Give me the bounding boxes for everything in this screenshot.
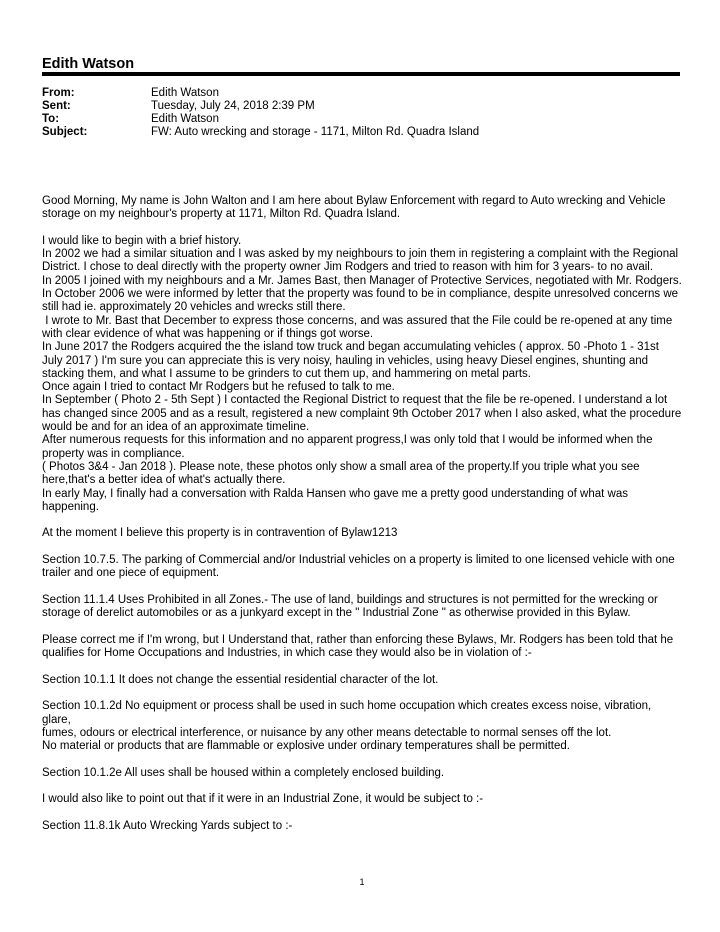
header-row-to [42, 113, 682, 126]
email-header [42, 87, 682, 139]
industrial-zone-paragraph: I would also like to point out that if it were in an Industrial Zone, it would be subject to :- [42, 793, 484, 806]
email-body [42, 195, 682, 847]
header-row-from [42, 87, 682, 100]
from-label: From: [42, 87, 75, 99]
history-line: After numerous requests for this information and no apparent progress,I was only told that I would be informed when the property was in compliance. [42, 434, 653, 460]
history-line: In October 2006 we were informed by letter that the property was found to be in compliance, despite unresolved concerns we still had ie. approximately 20 vehicles and wrecks still there. [42, 288, 679, 314]
section-10-1-2d [42, 700, 682, 753]
section-line: Section 10.1.2d No equipment or process shall be used in such home occupation which creates excess noise, vibration, glare, [42, 700, 652, 726]
title-divider [42, 72, 680, 76]
history-line: In June 2017 the Rodgers acquired the the island tow truck and began accumulating vehicles ( approx. 50 -Photo 1 - 31st July 2017 ) I'm sure you can appreciate this is very noisy, hauling in vehicles, using heavy Diesel engines, shunting and stacking them, and what I assume to be grinders to cut them up, and hammering on metal parts. [42, 341, 659, 380]
sent-value: Tuesday, July 24, 2018 2:39 PM [151, 100, 315, 112]
correction-paragraph: Please correct me if I'm wrong, but I Understand that, rather than enforcing these Bylaws, Mr. Rodgers has been told that he qualifies for Home Occupations and Industries, in which case they would also be in violation of :- [42, 633, 674, 660]
history-line: Once again I tried to contact Mr Rodgers but he refused to talk to me. [42, 381, 395, 394]
history-line: In early May, I finally had a conversation with Ralda Hansen who gave me a pretty good understanding of what was happening. [42, 487, 628, 513]
history-line: ( Photos 3&4 - Jan 2018 ). Please note, these photos only show a small area of the property.If you triple what you see here,that's a better idea of what's actually there. [42, 460, 640, 487]
section-10-7-5: Section 10.7.5. The parking of Commercial and/or Industrial vehicles on a property is limited to one licensed vehicle with one trailer and one piece of equipment. [42, 554, 675, 580]
sent-label: Sent: [42, 100, 71, 112]
subject-label: Subject: [42, 126, 88, 138]
header-row-sent [42, 100, 682, 113]
section-10-1-1: Section 10.1.1 It does not change the essential residential character of the lot. [42, 673, 439, 686]
subject-value: FW: Auto wrecking and storage - 1171, Milton Rd. Quadra Island [151, 126, 480, 138]
section-11-8-1k: Section 11.8.1k Auto Wrecking Yards subject to :- [42, 819, 293, 832]
contravention-paragraph: At the moment I believe this property is in contravention of Bylaw1213 [42, 527, 398, 540]
intro-paragraph: Good Morning, My name is John Walton and I am here about Bylaw Enforcement with regard to Auto wrecking and Vehicle storage on my neighbour's property at 1171, Milton Rd. Quadra Island. [42, 195, 666, 221]
history-line: I wrote to Mr. Bast that December to express those concerns, and was assured that the File could be re-opened at any time with clear evidence of what was happening or if things got worse. [42, 314, 676, 340]
history-line: In September ( Photo 2 - 5th Sept ) I contacted the Regional District to request that the file be re-opened. I understand a lot has changed since 2005 and as a result, registered a new complaint 9th October 2017 when I also asked, what the procedure would be and for an idea of an approximate timeline. [42, 394, 682, 434]
to-value: Edith Watson [151, 113, 219, 125]
from-value: Edith Watson [151, 87, 219, 99]
section-10-1-2e: Section 10.1.2e All uses shall be housed within a completely enclosed building. [42, 766, 445, 779]
page-title: Edith Watson [42, 56, 135, 72]
section-line: No material or products that are flammable or explosive under ordinary temperatures shall be permitted. [42, 740, 570, 753]
history-line: In 2002 we had a similar situation and I was asked by my neighbours to join them in registering a complaint with the Regional District. I chose to deal directly with the property owner Jim Rodgers and tried to reason with him for 3 years- to no avail. [42, 248, 679, 274]
page-number: 1 [359, 877, 365, 887]
header-row-subject [42, 126, 682, 139]
section-11-1-4: Section 11.1.4 Uses Prohibited in all Zones.- The use of land, buildings and structures is not permitted for the wrecking or storage of derelict automobiles or as a junkyard except in the " Industrial Zone " as otherwise provided in this Bylaw. [42, 593, 658, 620]
section-line: fumes, odours or electrical interference, or nuisance by any other means detectable to normal senses off the lot. [42, 726, 612, 739]
history-block [42, 235, 682, 514]
to-label: To: [42, 113, 60, 125]
history-line: I would like to begin with a brief history. [42, 234, 242, 247]
history-line: In 2005 I joined with my neighbours and a Mr. James Bast, then Manager of Protective Services, negotiated with Mr. Rodgers. [42, 274, 682, 287]
